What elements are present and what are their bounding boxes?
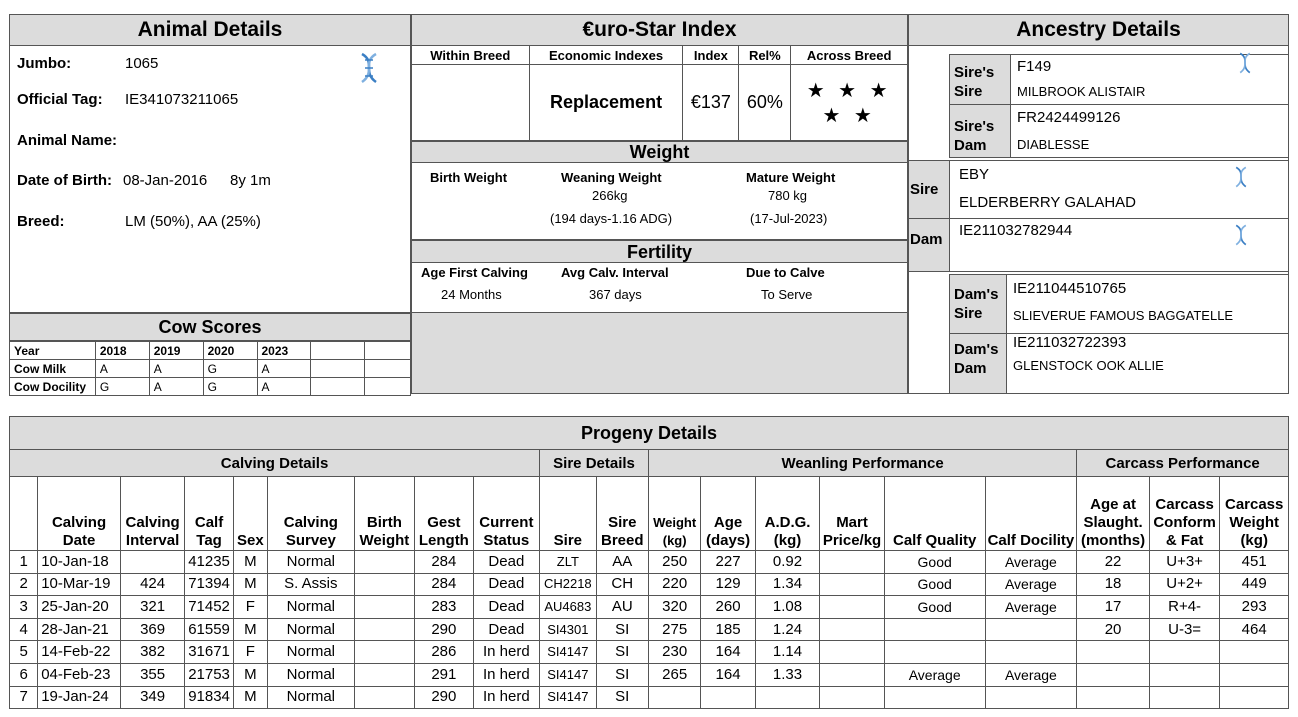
cell-carcass-weight [1220,663,1289,686]
col-current-status: Current Status [473,477,540,551]
cell-carcass-weight: 449 [1220,573,1289,596]
eurostar-table [411,45,908,141]
col-calving-interval: Calving Interval [120,477,185,551]
col-carcass-weight: Carcass Weight (kg) [1220,477,1289,551]
cell-sire-breed: SI [596,663,648,686]
cell-carcass-conform: U+3+ [1149,551,1220,574]
cell-calving-date: 04-Feb-23 [38,663,121,686]
col-adg: A.D.G. (kg) [755,477,820,551]
cell-sire-breed: AU [596,596,648,619]
official-tag-value: IE341073211065 [125,91,239,108]
cell-row-number: 3 [10,596,38,619]
cell-calving-interval: 321 [120,596,185,619]
progeny-table [9,449,1289,709]
cell-calf-quality [884,686,985,709]
weaning-weight-value: 266kg [592,188,628,203]
col-sire: Sire [540,477,596,551]
cell-calf-tag: 91834 [185,686,233,709]
due-to-calve-label: Due to Calve [746,265,825,280]
cell-current-status: Dead [473,573,540,596]
sire-dam-name: DIABLESSE [1017,137,1090,152]
cow-scores-cell: A [257,378,311,396]
group-weanling-performance: Weanling Performance [648,450,1076,477]
col-across-breed: Across Breed [791,46,908,65]
cell-calving-survey: Normal [268,618,355,641]
col-mart-price: Mart Price/kg [820,477,885,551]
dam-dam-id: IE211032722393 [1013,334,1127,351]
cell-birth-weight [354,551,414,574]
cell-adg: 1.14 [755,641,820,664]
cow-scores-cell [311,360,365,378]
col-age-at-slaughter: Age at Slaught. (months) [1077,477,1150,551]
cell-adg: 1.24 [755,618,820,641]
star-rating: ★ ★ ★ ★ ★ [791,65,908,141]
ancestry-header: Ancestry Details [908,14,1289,46]
group-sire-details: Sire Details [540,450,649,477]
cell-birth-weight [354,573,414,596]
cell-adg: 1.33 [755,663,820,686]
cow-scores-col [311,342,365,360]
sire-label: Sire [910,181,939,198]
cell-adg [755,686,820,709]
cell-weight: 250 [648,551,700,574]
cell-adg: 1.34 [755,573,820,596]
col-index: Index [683,46,739,65]
cell-calf-quality [884,641,985,664]
cell-current-status: In herd [473,641,540,664]
cell-calving-survey: S. Assis [268,573,355,596]
cell-mart-price [820,641,885,664]
sire-sire-id: F149 [1017,58,1052,75]
table-row [10,663,1289,686]
cow-scores-cell: A [257,360,311,378]
cell-gest-length: 291 [415,663,473,686]
sire-sire-label: Sire's Sire [954,64,995,100]
cell-age-at-slaughter [1077,641,1150,664]
cow-scores-col: 2023 [257,342,311,360]
cell-mart-price [820,573,885,596]
cell-mart-price [820,596,885,619]
cow-scores-cell: G [95,378,149,396]
table-row [10,573,1289,596]
cow-scores-row [10,360,411,378]
birth-weight-label: Birth Weight [430,170,508,185]
table-row [10,551,1289,574]
col-row-number [10,477,38,551]
cell-sire-breed: SI [596,641,648,664]
cow-scores-table [9,341,411,396]
cell-sire: SI4147 [540,686,596,709]
cell-sire-breed: AA [596,551,648,574]
cell-birth-weight [354,641,414,664]
cell-calf-docility: Average [985,573,1077,596]
cell-mart-price [820,663,885,686]
cell-birth-weight [354,596,414,619]
jumbo-label: Jumbo: [17,55,72,72]
cow-scores-col: 2019 [149,342,203,360]
cell-gest-length: 286 [415,641,473,664]
col-age-days: Age (days) [701,477,755,551]
mature-weight-note: (17-Jul-2023) [750,211,828,226]
cell-age-days: 129 [701,573,755,596]
cow-scores-col: Year [10,342,96,360]
dam-dam-label: Dam's Dam [954,341,999,377]
weaning-weight-note: (194 days-1.16 ADG) [550,211,673,226]
cell-calf-tag: 61559 [185,618,233,641]
cell-row-number: 4 [10,618,38,641]
avg-calving-interval-label: Avg Calv. Interval [561,265,669,280]
cell-sire: AU4683 [540,596,596,619]
cell-calf-docility [985,686,1077,709]
cell-mart-price [820,618,885,641]
due-to-calve-value: To Serve [761,287,813,302]
cow-scores-header: Cow Scores [9,313,411,341]
cell-age-days: 164 [701,663,755,686]
cow-scores-row [10,378,411,396]
progeny-header: Progeny Details [9,416,1289,450]
weight-header: Weight [411,141,908,163]
weaning-weight-label: Weaning Weight [561,170,662,185]
cell-calf-tag: 21753 [185,663,233,686]
cell-calving-survey: Normal [268,686,355,709]
cell-calf-quality: Average [884,663,985,686]
cell-age-at-slaughter: 20 [1077,618,1150,641]
mature-weight-value: 780 kg [768,188,808,203]
cell-sex: F [233,596,267,619]
cell-sire-breed: SI [596,686,648,709]
age-first-calving-value: 24 Months [441,287,502,302]
table-row [10,686,1289,709]
mature-weight-label: Mature Weight [746,170,836,185]
dob-label: Date of Birth: [17,172,112,189]
cell-calving-interval: 382 [120,641,185,664]
index-value: €137 [683,65,739,141]
cell-calf-tag: 71452 [185,596,233,619]
cell-weight [648,686,700,709]
cell-birth-weight [354,663,414,686]
cell-carcass-weight: 451 [1220,551,1289,574]
cow-scores-cell: G [203,378,257,396]
dam-id: IE211032782944 [959,222,1073,239]
dam-sire-label: Dam's Sire [954,286,999,322]
group-carcass-performance: Carcass Performance [1077,450,1289,477]
cell-age-at-slaughter: 17 [1077,596,1150,619]
cell-weight: 220 [648,573,700,596]
col-gest-length: Gest Length [415,477,473,551]
jumbo-value: 1065 [125,55,159,72]
cell-current-status: Dead [473,596,540,619]
cell-calving-date: 19-Jan-24 [38,686,121,709]
cell-current-status: In herd [473,686,540,709]
dna-icon[interactable] [1237,52,1253,74]
table-row [10,641,1289,664]
cell-sex: M [233,573,267,596]
cell-calving-survey: Normal [268,663,355,686]
cell-calving-interval: 424 [120,573,185,596]
cell-calf-docility: Average [985,663,1077,686]
cell-carcass-weight [1220,641,1289,664]
dam-dam-name: GLENSTOCK OOK ALLIE [1013,358,1164,373]
dam-sire-id: IE211044510765 [1013,280,1127,297]
cell-current-status: In herd [473,663,540,686]
age-value: 8y 1m [230,172,271,189]
sire-id: EBY [959,166,990,183]
cell-calving-interval: 349 [120,686,185,709]
progeny-column-header-row [10,477,1289,551]
economic-index-name: Replacement [529,65,683,141]
cow-scores-cell: Cow Milk [10,360,96,378]
cell-age-days: 164 [701,641,755,664]
cell-sex: F [233,641,267,664]
cell-age-at-slaughter [1077,686,1150,709]
cell-carcass-conform: U+2+ [1149,573,1220,596]
cell-calving-date: 10-Mar-19 [38,573,121,596]
cow-scores-cell [365,360,411,378]
fertility-header: Fertility [411,240,908,263]
cell-row-number: 1 [10,551,38,574]
col-birth-weight: Birth Weight [354,477,414,551]
col-calving-date: Calving Date [38,477,121,551]
cell-calving-date: 14-Feb-22 [38,641,121,664]
cell-sex: M [233,551,267,574]
breed-value: LM (50%), AA (25%) [125,213,261,230]
cell-gest-length: 284 [415,551,473,574]
col-sire-breed: Sire Breed [596,477,648,551]
cell-carcass-weight: 464 [1220,618,1289,641]
cell-weight: 265 [648,663,700,686]
cell-sire: ZLT [540,551,596,574]
avg-calving-interval-value: 367 days [589,287,642,302]
cell-calf-tag: 71394 [185,573,233,596]
cell-calving-interval: 355 [120,663,185,686]
cell-carcass-conform [1149,641,1220,664]
cell-calving-date: 10-Jan-18 [38,551,121,574]
cell-weight: 230 [648,641,700,664]
cell-sire-breed: CH [596,573,648,596]
animal-details-header: Animal Details [9,14,411,46]
cell-calving-survey: Normal [268,641,355,664]
cell-age-days: 260 [701,596,755,619]
cell-calf-quality: Good [884,573,985,596]
cell-carcass-conform: U-3= [1149,618,1220,641]
col-calf-quality: Calf Quality [884,477,985,551]
cow-scores-header-row [10,342,411,360]
sire-dam-label: Sire's Dam [954,118,995,154]
cell-sire: SI4147 [540,663,596,686]
cow-scores-col [365,342,411,360]
cell-row-number: 5 [10,641,38,664]
col-weight: Weight (kg) [648,477,700,551]
progeny-body [10,551,1289,709]
cell-carcass-conform: R+4- [1149,596,1220,619]
cell-calf-tag: 41235 [185,551,233,574]
eurostar-header-row [412,46,908,65]
official-tag-label: Official Tag: [17,91,103,108]
col-calf-tag: Calf Tag [185,477,233,551]
col-rel: Rel% [739,46,791,65]
cell-sire: SI4147 [540,641,596,664]
cow-scores-cell: Cow Docility [10,378,96,396]
cell-sire: CH2218 [540,573,596,596]
cell-sex: M [233,686,267,709]
cow-scores-cell [311,378,365,396]
cell-carcass-conform [1149,663,1220,686]
dna-icon[interactable] [358,52,380,84]
eurostar-blank-panel [411,312,908,394]
cell-age-days [701,686,755,709]
sire-name: ELDERBERRY GALAHAD [959,194,1137,211]
cell-row-number: 7 [10,686,38,709]
col-within-breed: Within Breed [412,46,530,65]
col-calving-survey: Calving Survey [268,477,355,551]
eurostar-header: €uro-Star Index [411,14,908,46]
col-economic-indexes: Economic Indexes [529,46,683,65]
cow-scores-cell: A [149,378,203,396]
cell-gest-length: 290 [415,618,473,641]
table-row [10,618,1289,641]
cell-sire: SI4301 [540,618,596,641]
cell-age-days: 185 [701,618,755,641]
cell-gest-length: 284 [415,573,473,596]
progeny-group-row [10,450,1289,477]
cell-current-status: Dead [473,551,540,574]
animal-name-label: Animal Name: [17,132,118,149]
cell-calving-survey: Normal [268,596,355,619]
cell-calving-interval [120,551,185,574]
cell-adg: 1.08 [755,596,820,619]
within-breed-cell [412,65,530,141]
cell-carcass-weight [1220,686,1289,709]
cell-carcass-weight: 293 [1220,596,1289,619]
cell-weight: 275 [648,618,700,641]
cell-age-at-slaughter [1077,663,1150,686]
cell-calving-date: 25-Jan-20 [38,596,121,619]
cell-gest-length: 290 [415,686,473,709]
cell-calf-docility [985,618,1077,641]
cow-scores-col: 2018 [95,342,149,360]
sire-dam-id: FR2424499126 [1017,109,1121,126]
cell-calf-quality [884,618,985,641]
cell-birth-weight [354,618,414,641]
cell-carcass-conform [1149,686,1220,709]
cell-calf-docility [985,641,1077,664]
cell-calf-quality: Good [884,596,985,619]
cell-row-number: 6 [10,663,38,686]
col-calf-docility: Calf Docility [985,477,1077,551]
cell-calving-survey: Normal [268,551,355,574]
dam-label: Dam [910,231,943,248]
cell-calving-interval: 369 [120,618,185,641]
group-calving-details: Calving Details [10,450,540,477]
breed-label: Breed: [17,213,65,230]
cell-age-at-slaughter: 22 [1077,551,1150,574]
cow-scores-col: 2020 [203,342,257,360]
col-carcass-conform: Carcass Conform & Fat [1149,477,1220,551]
cell-birth-weight [354,686,414,709]
cell-current-status: Dead [473,618,540,641]
eurostar-row [412,65,908,141]
cell-mart-price [820,551,885,574]
dna-icon[interactable] [1233,166,1249,188]
cell-calf-docility: Average [985,551,1077,574]
cow-scores-cell: G [203,360,257,378]
cell-gest-length: 283 [415,596,473,619]
dob-value: 08-Jan-2016 [123,172,208,189]
cell-adg: 0.92 [755,551,820,574]
cell-sire-breed: SI [596,618,648,641]
cow-scores-cell: A [95,360,149,378]
cell-calf-quality: Good [884,551,985,574]
cell-calving-date: 28-Jan-21 [38,618,121,641]
cell-calf-tag: 31671 [185,641,233,664]
age-first-calving-label: Age First Calving [421,265,528,280]
cell-mart-price [820,686,885,709]
cell-row-number: 2 [10,573,38,596]
cell-age-at-slaughter: 18 [1077,573,1150,596]
sire-sire-name: MILBROOK ALISTAIR [1017,84,1146,99]
cell-age-days: 227 [701,551,755,574]
cow-scores-cell [365,378,411,396]
rel-value: 60% [739,65,791,141]
dam-sire-name: SLIEVERUE FAMOUS BAGGATELLE [1013,308,1234,323]
cell-sex: M [233,618,267,641]
cell-sex: M [233,663,267,686]
cow-scores-cell: A [149,360,203,378]
table-row [10,596,1289,619]
dna-icon[interactable] [1233,224,1249,246]
cell-weight: 320 [648,596,700,619]
cell-calf-docility: Average [985,596,1077,619]
col-sex: Sex [233,477,267,551]
